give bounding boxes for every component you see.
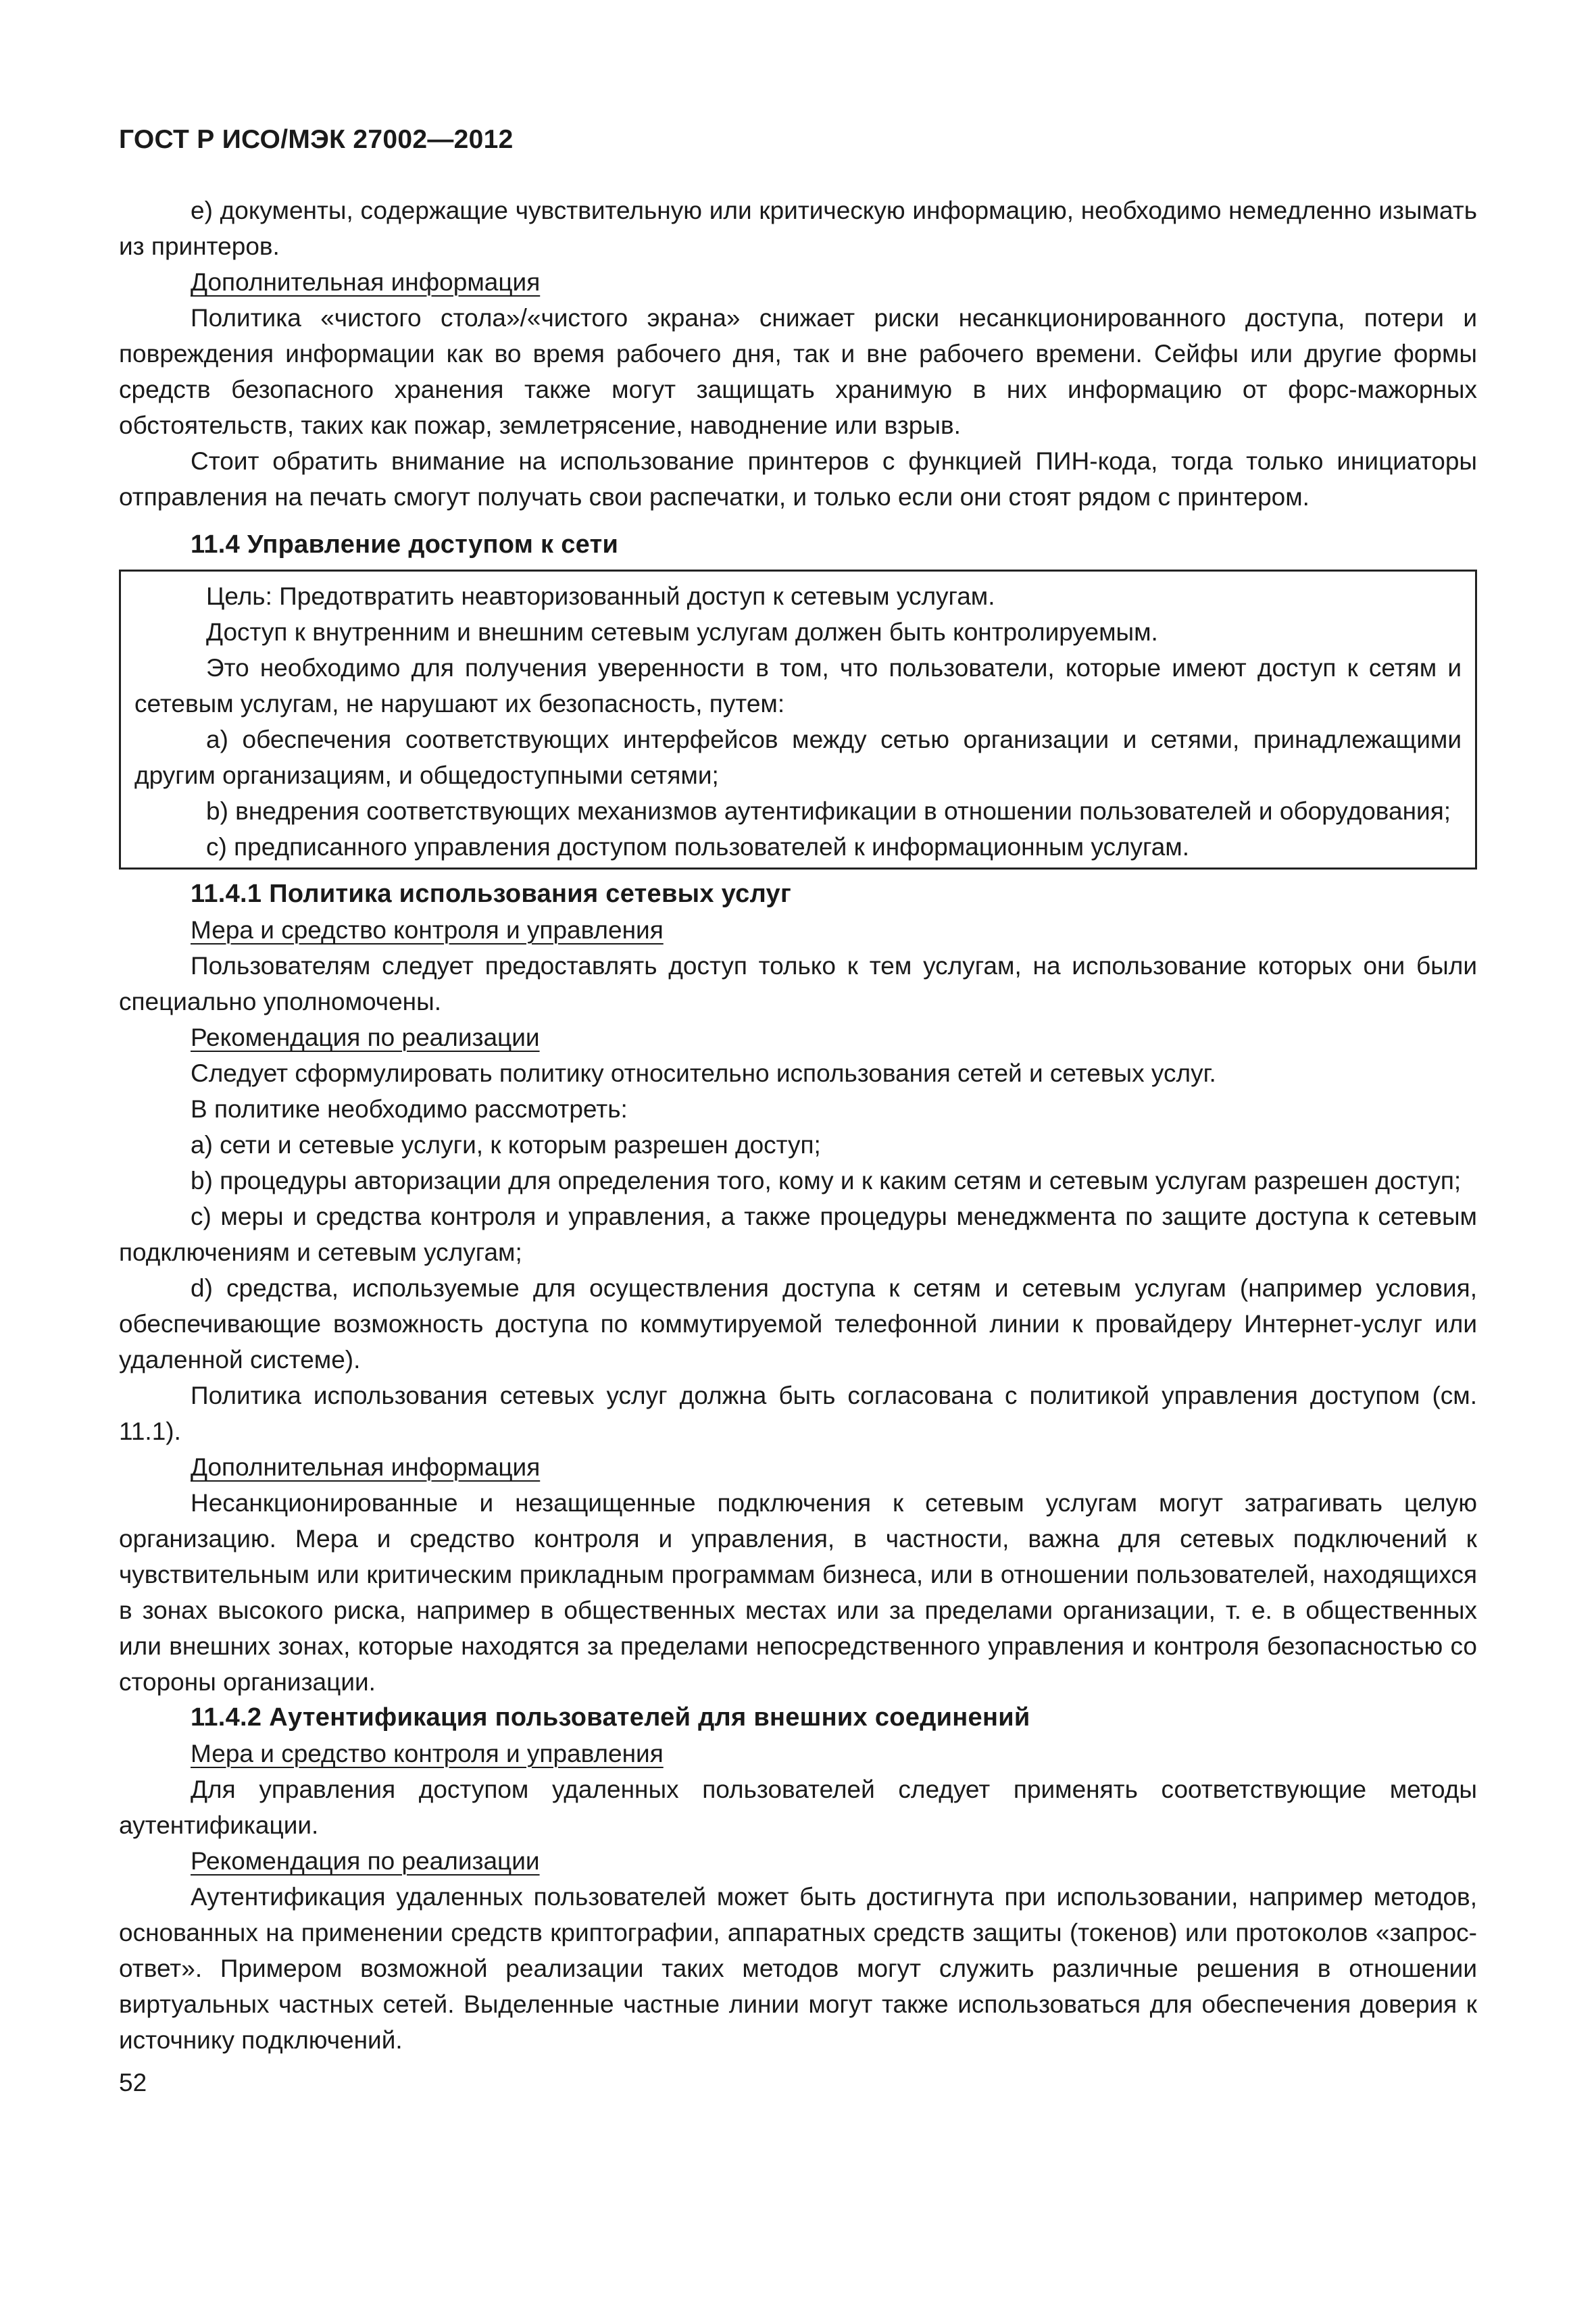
list-item: a) сети и сетевые услуги, к которым разрешен доступ; [191, 1131, 821, 1159]
box-line: b) внедрения соответствующих механизмов аутентификации в отношении пользователей и оборудования; [206, 797, 1451, 825]
box-line: a) обеспечения соответствующих интерфейсов между сетью организации и сетями, принадлежащими другим организациям, и общедоступными сетями; [134, 726, 1462, 789]
paragraph: Политика использования сетевых услуг должна быть согласована с политикой управления доступом (см. 11.1). [119, 1382, 1477, 1445]
subheading-implementation: Рекомендация по реализации [191, 1847, 540, 1875]
subsection-heading: 11.4.1 Политика использования сетевых услуг [191, 880, 792, 908]
page-number: 52 [119, 2069, 147, 2096]
subheading-control: Мера и средство контроля и управления [191, 1740, 664, 1767]
paragraph: Стоит обратить внимание на использование принтеров с функцией ПИН-кода, тогда только инициаторы отправления на печать смогут получать свои распечатки, и только если они стоят рядом с принтером. [119, 447, 1477, 511]
subheading-additional-info: Дополнительная информация [191, 1453, 541, 1481]
paragraph: Для управления доступом удаленных пользователей следует применять соответствующие методы аутентификации. [119, 1776, 1477, 1839]
subheading-control: Мера и средство контроля и управления [191, 916, 664, 944]
box-line: Это необходимо для получения уверенности в том, что пользователи, которые имеют доступ к сетям и сетевым услугам, не нарушают их безопасность, путем: [134, 654, 1462, 718]
paragraph: Несанкционированные и незащищенные подключения к сетевым услугам могут затрагивать целую организацию. Мера и средство контроля и управления, в частности, важна для сетевых подключений к чувствительным или критическим прикладным программам бизнеса, или в отношении пользователей, находящихся в зонах высокого риска, например в общественных местах или за пределами организации, т. е. в общественных или внешних зонах, которые находятся за пределами непосредственного управления и контроля безопасностью со стороны организации. [119, 1489, 1477, 1696]
paragraph: e) документы, содержащие чувствительную или критическую информацию, необходимо немедленно изымать из принтеров. [119, 197, 1477, 260]
paragraph: Следует сформулировать политику относительно использования сетей и сетевых услуг. [191, 1059, 1216, 1087]
box-line: Доступ к внутренним и внешним сетевым услугам должен быть контролируемым. [206, 618, 1158, 646]
document-header: ГОСТ Р ИСО/МЭК 27002—2012 [119, 125, 514, 154]
objective-box [119, 570, 1477, 870]
box-line: Цель: Предотвратить неавторизованный доступ к сетевым услугам. [206, 582, 995, 610]
subheading-implementation: Рекомендация по реализации [191, 1024, 540, 1051]
subheading-additional-info: Дополнительная информация [191, 268, 541, 296]
section-heading: 11.4 Управление доступом к сети [191, 530, 619, 559]
list-item: b) процедуры авторизации для определения того, кому и к каким сетям и сетевым услугам разрешен доступ; [191, 1167, 1462, 1194]
document-page [119, 122, 1477, 2058]
paragraph: В политике необходимо рассмотреть: [191, 1095, 628, 1123]
paragraph: Пользователям следует предоставлять доступ только к тем услугам, на использование которых они были специально уполномочены. [119, 952, 1477, 1015]
list-item: c) меры и средства контроля и управления, а также процедуры менеджмента по защите доступа к сетевым подключениям и сетевым услугам; [119, 1203, 1477, 1266]
box-line: c) предписанного управления доступом пользователей к информационным услугам. [206, 833, 1190, 861]
paragraph: Политика «чистого стола»/«чистого экрана» снижает риски несанкционированного доступа, потери и повреждения информации как во время рабочего дня, так и вне рабочего времени. Сейфы или другие формы средств безопасного хранения также могут защищать хранимую в них информацию от форс-мажорных обстоятельств, таких как пожар, землетрясение, наводнение или взрыв. [119, 304, 1477, 439]
list-item: d) средства, используемые для осуществления доступа к сетям и сетевым услугам (например условия, обеспечивающие возможность доступа по коммутируемой телефонной линии к провайдеру Интернет-услуг или удаленной системе). [119, 1274, 1477, 1374]
subsection-heading: 11.4.2 Аутентификация пользователей для внешних соединений [191, 1703, 1030, 1732]
paragraph: Аутентификация удаленных пользователей может быть достигнута при использовании, например методов, основанных на применении средств криптографии, аппаратных средств защиты (токенов) или протоколов «запрос-ответ». Примером возможной реализации таких методов могут служить различные решения в отношении виртуальных частных сетей. Выделенные частные линии могут также использоваться для обеспечения доверия к источнику подключений. [119, 1883, 1477, 2054]
